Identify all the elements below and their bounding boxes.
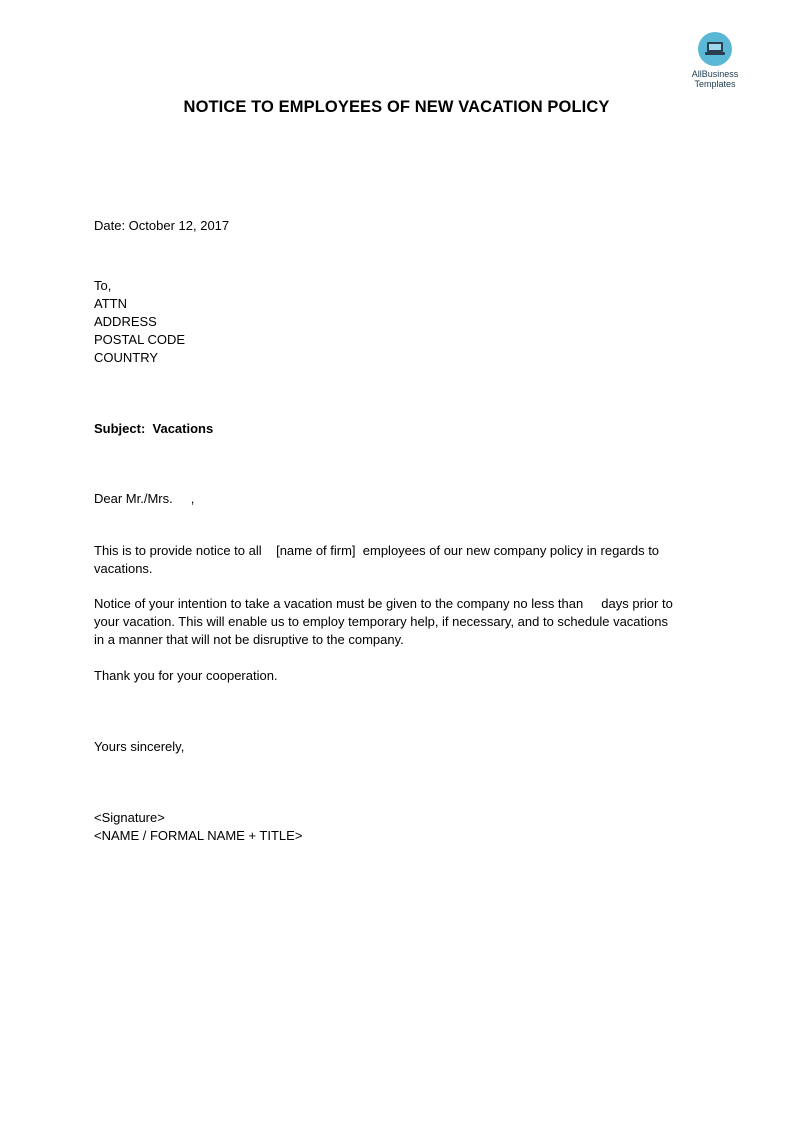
subject-line: Subject: Vacations xyxy=(94,421,214,436)
recipient-to: To, xyxy=(94,278,112,293)
body-paragraph-1-line-1: This is to provide notice to all [name of firm] employees of our new company policy in regards to xyxy=(94,543,660,558)
signature-placeholder: <Signature> xyxy=(94,810,165,825)
body-paragraph-3: Thank you for your cooperation. xyxy=(94,668,278,683)
recipient-attn: ATTN xyxy=(94,296,127,311)
body-paragraph-1-line-2: vacations. xyxy=(94,561,153,576)
recipient-address: ADDRESS xyxy=(94,314,157,329)
salutation: Dear Mr./Mrs. , xyxy=(94,491,195,506)
closing: Yours sincerely, xyxy=(94,739,185,754)
recipient-country: COUNTRY xyxy=(94,350,159,365)
brand-logo xyxy=(684,32,746,89)
logo-line-2: Templates xyxy=(694,79,736,89)
name-title-placeholder: <NAME / FORMAL NAME + TITLE> xyxy=(94,828,303,843)
logo-text xyxy=(684,69,746,89)
document-title: NOTICE TO EMPLOYEES OF NEW VACATION POLICY xyxy=(183,98,610,116)
date-line: Date: October 12, 2017 xyxy=(94,218,230,233)
laptop-icon xyxy=(698,32,732,66)
logo-line-1: AllBusiness xyxy=(691,69,739,79)
body-paragraph-2-line-1: Notice of your intention to take a vacation must be given to the company no less than days prior to xyxy=(94,596,673,611)
body-paragraph-2-line-3: in a manner that will not be disruptive to the company. xyxy=(94,632,404,647)
body-paragraph-2-line-2: your vacation. This will enable us to employ temporary help, if necessary, and to schedule vacations xyxy=(94,614,668,629)
recipient-postal-code: POSTAL CODE xyxy=(94,332,186,347)
